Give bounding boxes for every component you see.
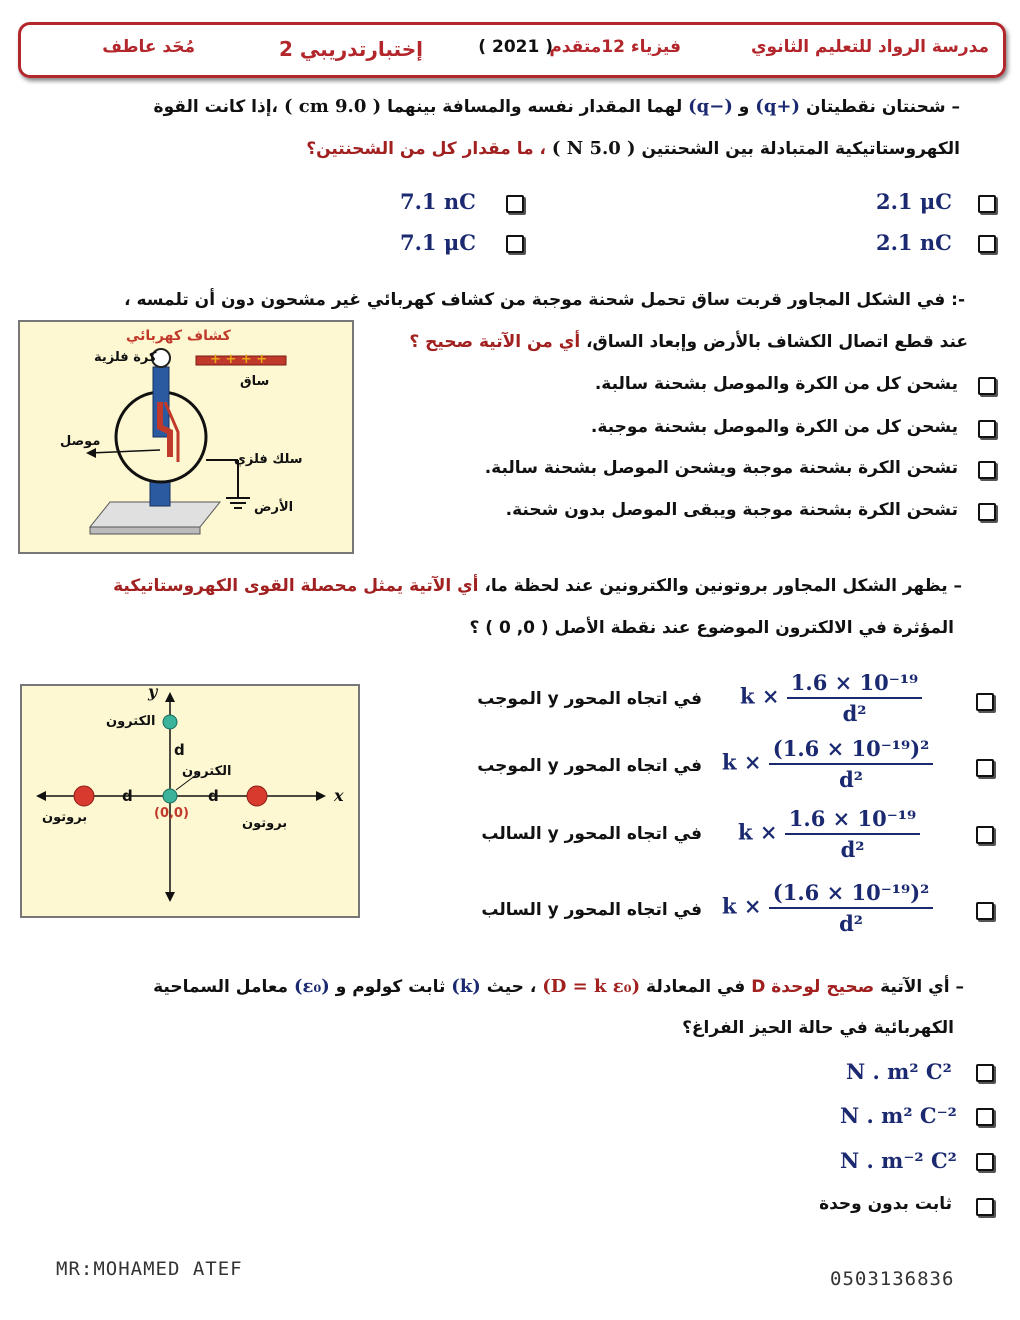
q1-option-d-checkbox[interactable] [506, 235, 524, 253]
charges-drawing [22, 686, 358, 916]
q4-option-d-checkbox[interactable] [976, 1198, 994, 1216]
q1-option-d: 7.1 μC [400, 230, 476, 255]
electroscope-figure [18, 320, 354, 554]
label-proton-left: بروتون [42, 810, 88, 825]
q3-option-b-checkbox[interactable] [976, 759, 994, 777]
q4-option-b: N . m² C⁻² [840, 1103, 957, 1128]
q3-option-d-formula: k × $\frac{\text{(1.6 × 10⁻¹⁹)²}}{\text{d²}}$ [722, 880, 933, 936]
y-axis-label: y [148, 682, 158, 701]
q3-line1: – يظهر الشكل المجاور بروتونين والكترونين عند لحظة ما، أي الآتية يمثل محصلة القوى الكهروستاتيكية [113, 576, 962, 596]
q1-line1: – شحنتان نقطيتان (+q) و (−q) لهما المقدار نفسه والمسافة بينهما ( 9.0 cm ) ،إذا كانت القوة [153, 96, 960, 117]
q3-line2: المؤثرة في الالكترون الموضوع عند نقطة الأصل ( 0, 0 ) ؟ [469, 618, 954, 638]
q4-option-b-checkbox[interactable] [976, 1108, 994, 1126]
subject: فيزياء 12متقدم [549, 37, 681, 57]
q3-option-b-direction: في اتجاه المحور y الموجب [477, 756, 702, 776]
year: ( 2021 ) [478, 37, 553, 57]
q2-option-a: يشحن كل من الكرة والموصل بشحنة سالبة. [594, 374, 958, 394]
q3-option-a-direction: في اتجاه المحور y الموجب [477, 689, 702, 709]
q2-line2: عند قطع اتصال الكشاف بالأرض وإبعاد الساق، أي من الآتية صحيح ؟ [409, 332, 968, 352]
q3-option-a-formula: k × $\frac{\text{1.6 × 10⁻¹⁹}}{\text{d²}}$ [740, 670, 922, 726]
q4-option-a: N . m² C² [846, 1059, 952, 1084]
q2-option-b: يشحن كل من الكرة والموصل بشحنة موجبة. [590, 417, 958, 437]
label-ball: كرة فلزية [94, 350, 157, 365]
q1-option-a-checkbox[interactable] [978, 195, 996, 213]
label-wire: سلك فلزي [234, 452, 303, 467]
q3-option-c-direction: في اتجاه المحور y السالب [481, 824, 702, 844]
q2-option-d-checkbox[interactable] [978, 503, 996, 521]
q1-option-c: 2.1 nC [876, 230, 952, 255]
origin-label: (0,0) [154, 806, 189, 821]
q4-line2: الكهربائية في حالة الحيز الفراغ؟ [682, 1018, 954, 1038]
rod-charges: + + + + [210, 352, 268, 367]
electroscope-title: كشاف كهربائي [126, 328, 231, 344]
charges-figure [20, 684, 360, 918]
q1-option-c-checkbox[interactable] [978, 235, 996, 253]
q4-option-c: N . m⁻² C² [840, 1148, 957, 1173]
x-axis-label: x [334, 786, 344, 805]
q2-option-a-checkbox[interactable] [978, 377, 996, 395]
header-banner [18, 22, 1006, 78]
q2-option-d: تشحن الكرة بشحنة موجبة ويبقى الموصل بدون شحنة. [505, 500, 958, 520]
q3-option-b-formula: k × $\frac{\text{(1.6 × 10⁻¹⁹)²}}{\text{d²}}$ [722, 736, 933, 792]
author-signature: MR:MOHAMED ATEF [56, 1258, 243, 1280]
label-electron-center: الكترون [182, 764, 232, 779]
q2-option-c: تشحن الكرة بشحنة موجبة ويشحن الموصل بشحنة سالبة. [484, 458, 958, 478]
q3-option-a-checkbox[interactable] [976, 693, 994, 711]
q4-option-a-checkbox[interactable] [976, 1064, 994, 1082]
q4-line1: – أي الآتية صحيح لوحدة D في المعادلة (D = k ε₀) ، حيث (k) ثابت كولوم و (ε₀) معامل السماحية [153, 976, 964, 997]
q2-option-c-checkbox[interactable] [978, 461, 996, 479]
q3-option-c-checkbox[interactable] [976, 826, 994, 844]
distance-label-vertical: d [174, 741, 185, 759]
q1-option-a: 2.1 μC [876, 189, 952, 214]
label-ground: الأرض [254, 500, 294, 515]
distance-label-left: d [122, 787, 133, 805]
distance-label-right: d [208, 787, 219, 805]
q3-option-d-direction: في اتجاه المحور y السالب [481, 900, 702, 920]
q1-option-b-checkbox[interactable] [506, 195, 524, 213]
label-rod: ساق [240, 374, 270, 389]
school-name: مدرسة الرواد للتعليم الثانوي [750, 37, 989, 57]
phone-number: 0503136836 [830, 1268, 955, 1290]
label-electron-top: الكترون [106, 714, 156, 729]
q4-option-d: ثابت بدون وحدة [819, 1194, 952, 1214]
exam-title: إختبارتدريبي 2 [279, 37, 423, 61]
q4-option-c-checkbox[interactable] [976, 1153, 994, 1171]
q1-option-b: 7.1 nC [400, 189, 476, 214]
label-proton-right: بروتون [242, 816, 288, 831]
teacher-name: مُحَد عاطف [102, 37, 195, 57]
q2-option-b-checkbox[interactable] [978, 420, 996, 438]
q3-option-c-formula: k × $\frac{\text{1.6 × 10⁻¹⁹}}{\text{d²}}$ [738, 806, 920, 862]
q1-line2: الكهروستاتيكية المتبادلة بين الشحنتين ( 5.0 N ) ، ما مقدار كل من الشحنتين؟ [306, 138, 960, 159]
q2-line1: -: في الشكل المجاور قربت ساق تحمل شحنة موجبة من كشاف كهربائي غير مشحون دون أن تلمسه ، [124, 290, 965, 310]
q3-option-d-checkbox[interactable] [976, 902, 994, 920]
label-conductor: موصل [60, 434, 101, 449]
